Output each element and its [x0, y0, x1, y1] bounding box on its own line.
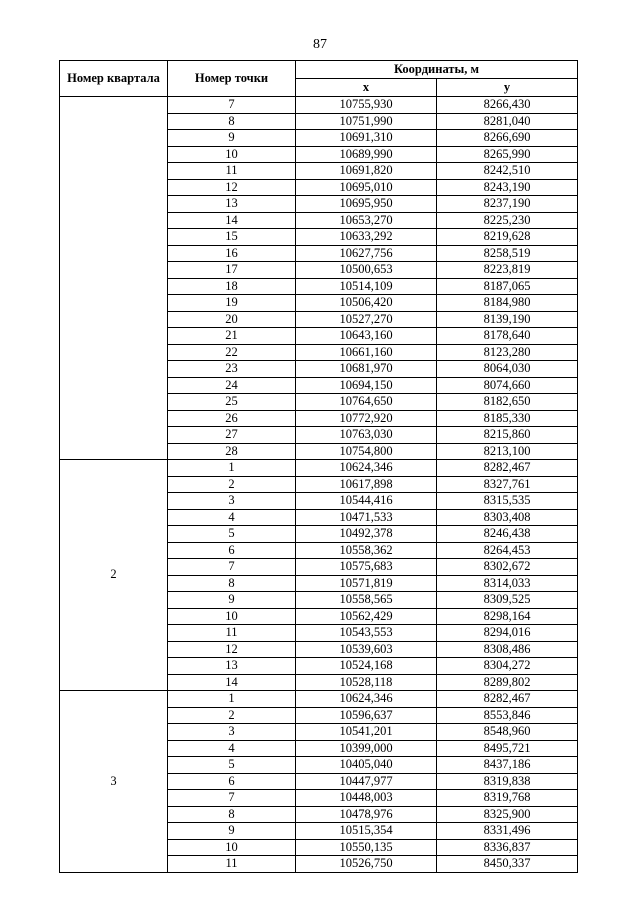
- y-coordinate-cell: 8258,519: [437, 245, 578, 262]
- point-number-cell: 1: [168, 460, 296, 477]
- x-coordinate-cell: 10627,756: [296, 245, 437, 262]
- point-number-cell: 17: [168, 262, 296, 279]
- point-number-cell: 20: [168, 311, 296, 328]
- y-coordinate-cell: 8325,900: [437, 806, 578, 823]
- x-coordinate-cell: 10575,683: [296, 559, 437, 576]
- y-coordinate-cell: 8314,033: [437, 575, 578, 592]
- point-number-cell: 11: [168, 856, 296, 873]
- point-number-cell: 12: [168, 641, 296, 658]
- y-coordinate-cell: 8265,990: [437, 146, 578, 163]
- point-number-cell: 12: [168, 179, 296, 196]
- y-coordinate-cell: 8266,430: [437, 97, 578, 114]
- x-coordinate-cell: 10596,637: [296, 707, 437, 724]
- table-row: [60, 691, 578, 708]
- point-number-cell: 27: [168, 427, 296, 444]
- y-coordinate-cell: 8182,650: [437, 394, 578, 411]
- point-number-cell: 4: [168, 740, 296, 757]
- y-coordinate-cell: 8243,190: [437, 179, 578, 196]
- x-coordinate-cell: 10617,898: [296, 476, 437, 493]
- y-coordinate-cell: 8303,408: [437, 509, 578, 526]
- point-number-cell: 7: [168, 97, 296, 114]
- point-number-cell: 13: [168, 196, 296, 213]
- table-row: [60, 460, 578, 477]
- y-coordinate-cell: 8437,186: [437, 757, 578, 774]
- point-number-cell: 19: [168, 295, 296, 312]
- x-coordinate-cell: 10550,135: [296, 839, 437, 856]
- x-coordinate-cell: 10514,109: [296, 278, 437, 295]
- y-coordinate-cell: 8225,230: [437, 212, 578, 229]
- y-coordinate-cell: 8331,496: [437, 823, 578, 840]
- point-number-cell: 22: [168, 344, 296, 361]
- y-coordinate-cell: 8308,486: [437, 641, 578, 658]
- x-coordinate-cell: 10691,820: [296, 163, 437, 180]
- x-coordinate-cell: 10539,603: [296, 641, 437, 658]
- point-number-cell: 15: [168, 229, 296, 246]
- point-number-cell: 14: [168, 212, 296, 229]
- point-number-cell: 2: [168, 707, 296, 724]
- x-coordinate-cell: 10524,168: [296, 658, 437, 675]
- coordinates-table: [59, 60, 578, 873]
- x-coordinate-cell: 10694,150: [296, 377, 437, 394]
- point-number-cell: 13: [168, 658, 296, 675]
- y-coordinate-cell: 8064,030: [437, 361, 578, 378]
- x-coordinate-cell: 10695,950: [296, 196, 437, 213]
- y-coordinate-cell: 8282,467: [437, 691, 578, 708]
- y-coordinate-cell: 8237,190: [437, 196, 578, 213]
- x-coordinate-cell: 10478,976: [296, 806, 437, 823]
- y-coordinate-cell: 8495,721: [437, 740, 578, 757]
- y-coordinate-cell: 8246,438: [437, 526, 578, 543]
- y-coordinate-cell: 8187,065: [437, 278, 578, 295]
- x-coordinate-cell: 10526,750: [296, 856, 437, 873]
- table-body: [60, 97, 578, 873]
- y-coordinate-cell: 8304,272: [437, 658, 578, 675]
- header-coordinates: Координаты, м: [296, 61, 578, 79]
- x-coordinate-cell: 10447,977: [296, 773, 437, 790]
- x-coordinate-cell: 10558,362: [296, 542, 437, 559]
- point-number-cell: 9: [168, 130, 296, 147]
- point-number-cell: 16: [168, 245, 296, 262]
- x-coordinate-cell: 10763,030: [296, 427, 437, 444]
- x-coordinate-cell: 10471,533: [296, 509, 437, 526]
- y-coordinate-cell: 8219,628: [437, 229, 578, 246]
- x-coordinate-cell: 10506,420: [296, 295, 437, 312]
- point-number-cell: 11: [168, 625, 296, 642]
- x-coordinate-cell: 10754,800: [296, 443, 437, 460]
- quarter-cell: 2: [60, 460, 168, 691]
- x-coordinate-cell: 10558,565: [296, 592, 437, 609]
- y-coordinate-cell: 8074,660: [437, 377, 578, 394]
- header-quarter: Номер квартала: [60, 61, 168, 97]
- y-coordinate-cell: 8215,860: [437, 427, 578, 444]
- header-point: Номер точки: [168, 61, 296, 97]
- point-number-cell: 3: [168, 724, 296, 741]
- header-y: y: [437, 79, 578, 97]
- x-coordinate-cell: 10500,653: [296, 262, 437, 279]
- point-number-cell: 2: [168, 476, 296, 493]
- point-number-cell: 5: [168, 757, 296, 774]
- y-coordinate-cell: 8294,016: [437, 625, 578, 642]
- y-coordinate-cell: 8282,467: [437, 460, 578, 477]
- y-coordinate-cell: 8319,838: [437, 773, 578, 790]
- x-coordinate-cell: 10544,416: [296, 493, 437, 510]
- x-coordinate-cell: 10689,990: [296, 146, 437, 163]
- quarter-cell: [60, 97, 168, 460]
- point-number-cell: 24: [168, 377, 296, 394]
- point-number-cell: 1: [168, 691, 296, 708]
- x-coordinate-cell: 10755,930: [296, 97, 437, 114]
- y-coordinate-cell: 8450,337: [437, 856, 578, 873]
- point-number-cell: 10: [168, 839, 296, 856]
- point-number-cell: 4: [168, 509, 296, 526]
- y-coordinate-cell: 8213,100: [437, 443, 578, 460]
- page-number: 87: [313, 37, 327, 52]
- y-coordinate-cell: 8281,040: [437, 113, 578, 130]
- point-number-cell: 8: [168, 113, 296, 130]
- x-coordinate-cell: 10571,819: [296, 575, 437, 592]
- y-coordinate-cell: 8264,453: [437, 542, 578, 559]
- x-coordinate-cell: 10562,429: [296, 608, 437, 625]
- x-coordinate-cell: 10695,010: [296, 179, 437, 196]
- point-number-cell: 6: [168, 542, 296, 559]
- y-coordinate-cell: 8309,525: [437, 592, 578, 609]
- x-coordinate-cell: 10541,201: [296, 724, 437, 741]
- x-coordinate-cell: 10405,040: [296, 757, 437, 774]
- point-number-cell: 10: [168, 146, 296, 163]
- y-coordinate-cell: 8298,164: [437, 608, 578, 625]
- y-coordinate-cell: 8327,761: [437, 476, 578, 493]
- y-coordinate-cell: 8123,280: [437, 344, 578, 361]
- y-coordinate-cell: 8319,768: [437, 790, 578, 807]
- y-coordinate-cell: 8302,672: [437, 559, 578, 576]
- point-number-cell: 7: [168, 559, 296, 576]
- point-number-cell: 25: [168, 394, 296, 411]
- x-coordinate-cell: 10624,346: [296, 460, 437, 477]
- point-number-cell: 23: [168, 361, 296, 378]
- x-coordinate-cell: 10527,270: [296, 311, 437, 328]
- x-coordinate-cell: 10543,553: [296, 625, 437, 642]
- x-coordinate-cell: 10691,310: [296, 130, 437, 147]
- y-coordinate-cell: 8178,640: [437, 328, 578, 345]
- point-number-cell: 9: [168, 823, 296, 840]
- quarter-cell: 3: [60, 691, 168, 873]
- x-coordinate-cell: 10751,990: [296, 113, 437, 130]
- x-coordinate-cell: 10528,118: [296, 674, 437, 691]
- point-number-cell: 8: [168, 806, 296, 823]
- point-number-cell: 6: [168, 773, 296, 790]
- y-coordinate-cell: 8336,837: [437, 839, 578, 856]
- y-coordinate-cell: 8266,690: [437, 130, 578, 147]
- y-coordinate-cell: 8289,802: [437, 674, 578, 691]
- x-coordinate-cell: 10633,292: [296, 229, 437, 246]
- table-row: [60, 97, 578, 114]
- y-coordinate-cell: 8553,846: [437, 707, 578, 724]
- table-header: [60, 61, 578, 97]
- x-coordinate-cell: 10492,378: [296, 526, 437, 543]
- x-coordinate-cell: 10399,000: [296, 740, 437, 757]
- y-coordinate-cell: 8185,330: [437, 410, 578, 427]
- point-number-cell: 5: [168, 526, 296, 543]
- x-coordinate-cell: 10643,160: [296, 328, 437, 345]
- point-number-cell: 26: [168, 410, 296, 427]
- y-coordinate-cell: 8223,819: [437, 262, 578, 279]
- y-coordinate-cell: 8184,980: [437, 295, 578, 312]
- x-coordinate-cell: 10448,003: [296, 790, 437, 807]
- point-number-cell: 18: [168, 278, 296, 295]
- x-coordinate-cell: 10772,920: [296, 410, 437, 427]
- y-coordinate-cell: 8242,510: [437, 163, 578, 180]
- point-number-cell: 8: [168, 575, 296, 592]
- x-coordinate-cell: 10764,650: [296, 394, 437, 411]
- y-coordinate-cell: 8139,190: [437, 311, 578, 328]
- point-number-cell: 3: [168, 493, 296, 510]
- x-coordinate-cell: 10661,160: [296, 344, 437, 361]
- point-number-cell: 21: [168, 328, 296, 345]
- x-coordinate-cell: 10681,970: [296, 361, 437, 378]
- point-number-cell: 11: [168, 163, 296, 180]
- point-number-cell: 7: [168, 790, 296, 807]
- point-number-cell: 28: [168, 443, 296, 460]
- x-coordinate-cell: 10515,354: [296, 823, 437, 840]
- y-coordinate-cell: 8315,535: [437, 493, 578, 510]
- point-number-cell: 10: [168, 608, 296, 625]
- x-coordinate-cell: 10653,270: [296, 212, 437, 229]
- point-number-cell: 9: [168, 592, 296, 609]
- y-coordinate-cell: 8548,960: [437, 724, 578, 741]
- header-x: x: [296, 79, 437, 97]
- point-number-cell: 14: [168, 674, 296, 691]
- x-coordinate-cell: 10624,346: [296, 691, 437, 708]
